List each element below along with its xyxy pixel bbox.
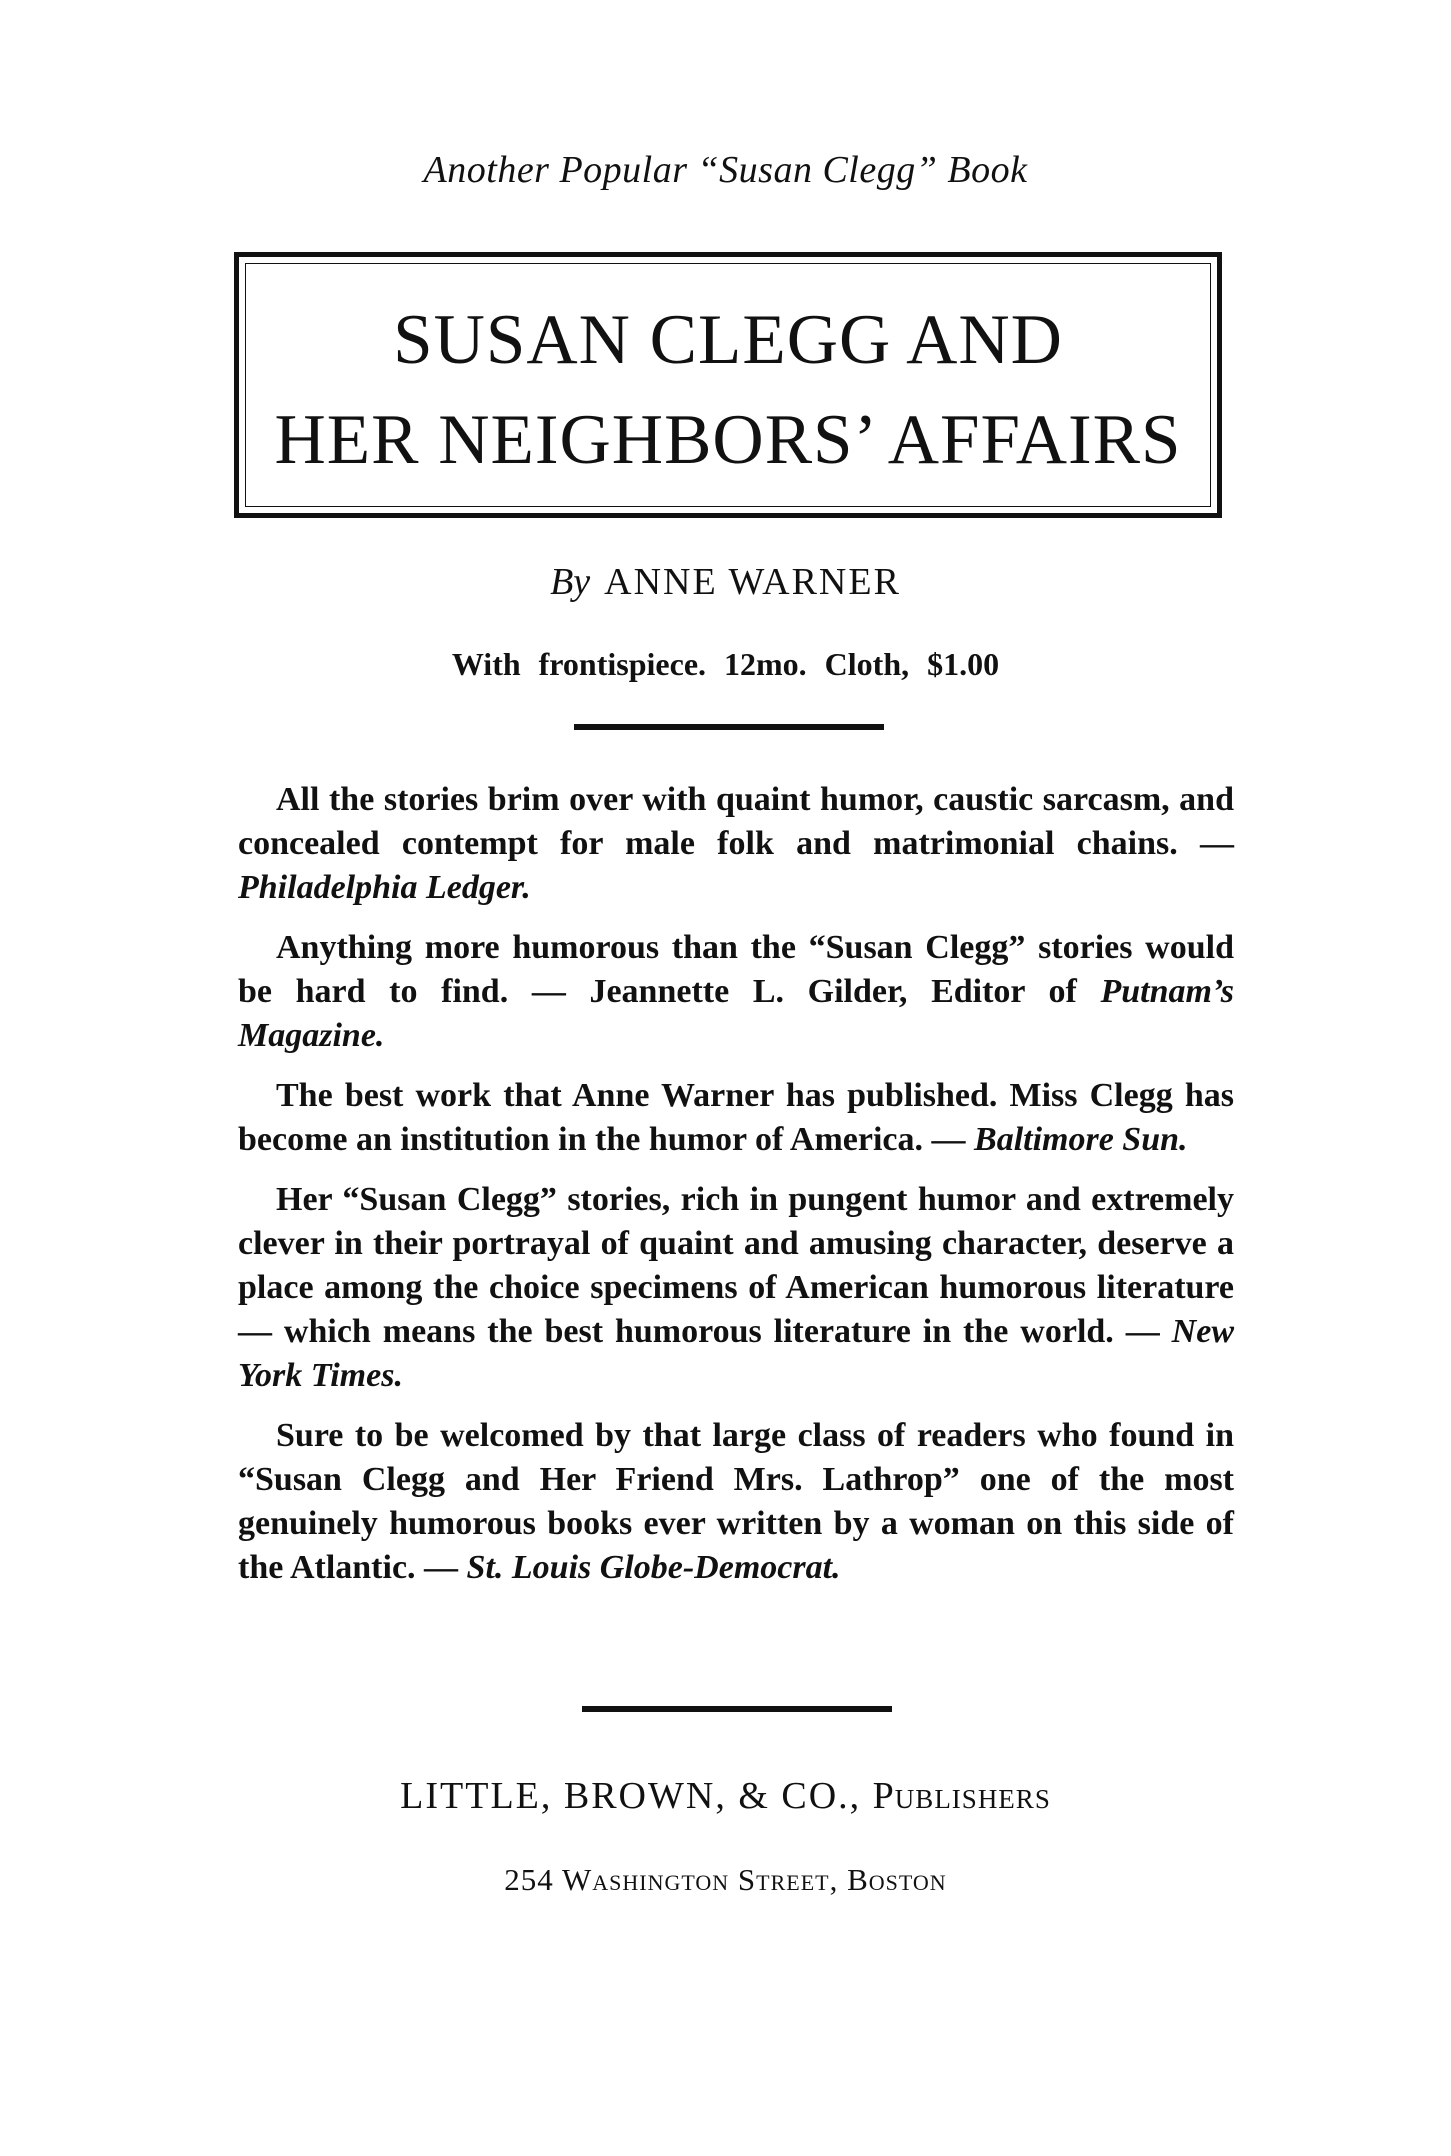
publisher-address: 254 Washington Street, Boston (504, 1862, 947, 1897)
publisher-name: LITTLE, BROWN, & CO., (400, 1775, 862, 1817)
author-name: ANNE WARNER (604, 561, 901, 603)
review-source: St. Louis Globe-Democrat. (466, 1549, 841, 1586)
review-paragraph (238, 1414, 1234, 1590)
review-source: New York Times. (238, 1313, 1234, 1394)
press-reviews (238, 778, 1234, 1606)
byline (0, 560, 1451, 604)
divider-rule-top (574, 724, 884, 730)
divider-rule-bottom (582, 1706, 892, 1712)
review-source: Putnam’s Magazine. (238, 973, 1235, 1054)
byline-by: By (550, 561, 591, 603)
review-paragraph (238, 778, 1234, 910)
review-paragraph (238, 1178, 1234, 1398)
review-source: Philadelphia Ledger. (238, 869, 531, 906)
book-title-line-2: HER NEIGHBORS’ AFFAIRS (274, 401, 1182, 479)
edition-details: With frontispiece. 12mo. Cloth, $1.00 (451, 646, 1000, 682)
review-text: Her “Susan Clegg” stories, rich in pungent humor and extremely clever in their portrayal of quaint and amusing character, deserve a place among the choice specimens of American humorous literature — which means the best humorous literature in the world. — (238, 1181, 1234, 1350)
publisher-imprint (0, 1774, 1451, 1818)
publisher-role: Publishers (872, 1775, 1051, 1817)
review-text: Sure to be welcomed by that large class of readers who found in “Susan Clegg and Her Friend Mrs. Lathrop” one of the most genuinely humorous books ever written by a woman on this side of the Atlantic. — (238, 1417, 1234, 1586)
review-paragraph (238, 1074, 1234, 1162)
series-kicker: Another Popular “Susan Clegg” Book (423, 149, 1028, 191)
review-source: Baltimore Sun. (974, 1121, 1188, 1158)
review-text: All the stories brim over with quaint humor, caustic sarcasm, and concealed contempt for male folk and matrimonial chains. — (238, 781, 1234, 862)
review-paragraph (238, 926, 1234, 1058)
book-title-line-1: SUSAN CLEGG AND (393, 301, 1063, 379)
review-text: Anything more humorous than the “Susan Clegg” stories would be hard to find. — Jeannette L. Gilder, Editor of (238, 929, 1234, 1010)
review-text: The best work that Anne Warner has published. Miss Clegg has become an institution in the humor of America. — (238, 1077, 1234, 1158)
title-frame (234, 252, 1222, 518)
